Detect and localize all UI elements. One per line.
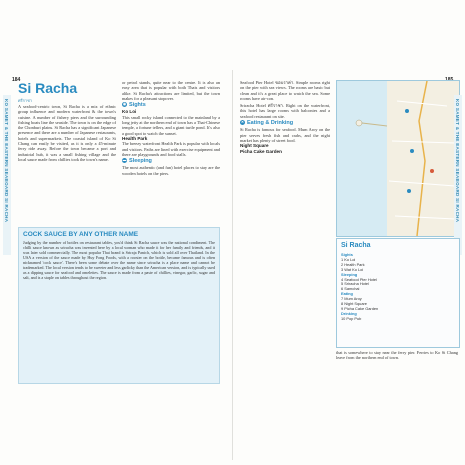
legend-item: 4 Seafood Pier Hotel	[341, 276, 377, 282]
legend-item: 6 Samchai	[341, 286, 360, 292]
page-number-left: 184	[12, 77, 21, 83]
side-tab-left	[3, 95, 11, 255]
side-tab-label: KO SAMET & THE EASTERN SEABOARD SI RACHA	[4, 99, 9, 223]
legend-section-heading: Eating	[341, 291, 353, 297]
listing-seafood-pier: Seafood Pier Hotel ขอบราค่า. Simple rooms right on the pier with sea views. The rooms are basic but clean and it's a great place to watch the sea. Some rooms have air-con.	[240, 80, 330, 101]
ko-loi-text: This small rocky island connected to the mainland by a long jetty at the northern end of town has a Thai-Chinese temple, a fortune tellers, and a giant turtle pond. It's also a good spot to watch the sunset.	[122, 114, 220, 136]
sidebar-box	[18, 227, 220, 384]
ko-loi-heading: Ko Loi	[122, 109, 137, 115]
eye-icon: ◉	[122, 102, 127, 107]
box-text: Judging by the number of bottles on restaurant tables, you'd think Si Racha sauce was the national condiment. The chilli sauce known as sriracha was invented here by a local woman who made it for her family and friends, and it was later sold commercially. The most popular Thai brand is Sriraja Panich, which is sold all over Thailand. In the USA a version of the sauce made by Huy Fong Foods, with a rooster on the bottle, became famous and is often nicknamed 'cock sauce'. There's been some debate over the name since sriracha is a place name and cannot be trademarked. The local version tends to be sweeter and less garlicky than the American version, and is typically used as a dipping sauce for seafood and omelettes. The sauce is made from a paste of chillies, vinegar, garlic, sugar and salt, and is a staple on tables throughout the region.	[23, 240, 215, 280]
picha-cafe-heading: Picha Cake Garden	[240, 148, 282, 154]
legend-section-heading: Sights	[341, 252, 353, 257]
col2-text: or petrol stands, quite near to the centre. It is also an easy area that is popular with both Thais and visitors alike. Si Racha's attractions are limited, but the town makes for a pleasant stopover.	[122, 80, 220, 101]
box-title: COCK SAUCE BY ANY OTHER NAME	[23, 231, 139, 238]
legend-item: 10 Pop Pub	[341, 315, 362, 321]
health-park-text: The breezy waterfront Health Park is popular with locals and visitors. Paths are lined with exercise equipment and there are playgrounds and food stalls.	[122, 141, 220, 157]
side-tab-right	[454, 95, 462, 255]
map-legend	[336, 238, 460, 348]
page-subtitle: ศรีราชา	[18, 98, 33, 103]
sights-heading: ◉ Sights	[122, 102, 146, 109]
legend-section-heading: Drinking	[341, 310, 357, 316]
legend-list	[341, 253, 455, 322]
town-map	[336, 80, 460, 237]
sleeping-text: The most authentic (and fun) hotel places to stay are the wooden hotels on the piers.	[122, 165, 220, 176]
legend-item: 7 Mum Aroy	[341, 296, 362, 302]
night-square-heading: Night Square	[240, 143, 269, 149]
eating-heading: ✕ Eating & Drinking	[241, 120, 294, 127]
legend-section-heading: Sleeping	[341, 271, 358, 277]
fork-icon: ✕	[241, 120, 244, 125]
page-title: Si Racha	[18, 80, 78, 96]
health-park-heading: Health Park	[122, 135, 148, 141]
side-tab-right-label: KO SAMET & THE EASTERN SEABOARD SI RACHA	[455, 99, 460, 223]
legend-title: Si Racha	[341, 242, 371, 249]
legend-item: 1 Ko Loi	[341, 256, 356, 262]
intro-column	[18, 104, 116, 222]
intro-text: A seafood-centric town, Si Racha is a mix of ethnic group influence and modern waterfront & the town's cuisine. A number of fishery piers and the surrounding fishing boats line the seaside. The town is on the edge of the Chonburi plains. Si Racha has a significant Japanese presence and there are a number of Japanese restaurants, hotels and supermarkets. The coastal island of Ko Si Chang can easily be visited, as it is only a 45-minute ferry ride away. Before the town became a port and industrial hub, it was a small fishing village and the local sauce made from chillies took the town's name.	[18, 104, 116, 162]
legend-item: 2 Health Park	[341, 261, 365, 267]
sleeping-heading: ▬ Sleeping	[122, 158, 152, 165]
map-roads	[337, 81, 459, 236]
legend-item: 9 Picha Cake Garden	[341, 305, 379, 311]
legend-item: 5 Sriracha Hotel	[341, 281, 369, 287]
bed-icon: ▬	[122, 158, 127, 163]
below-legend-text: that is somewhere to stay near the ferry pier. Ferries to Ko Si Chang leave from the northern end of town.	[336, 350, 458, 361]
sights-column	[122, 80, 220, 222]
eating-text: Si Racha is famous for seafood. Mum Aroy on the pier serves fresh fish and crabs, and the night market has plenty of street food.	[240, 127, 330, 143]
listing-sriracha-hotel: Sriracha Hotel ศรีราชา. Right on the waterfront, this hotel has large rooms with balconies and a seafood restaurant on site.	[240, 103, 330, 119]
listings-column	[240, 80, 330, 460]
legend-item: 3 Wat Ko Loi	[341, 266, 364, 272]
legend-item: 8 Night Square	[341, 301, 367, 307]
page-gutter	[232, 70, 233, 460]
